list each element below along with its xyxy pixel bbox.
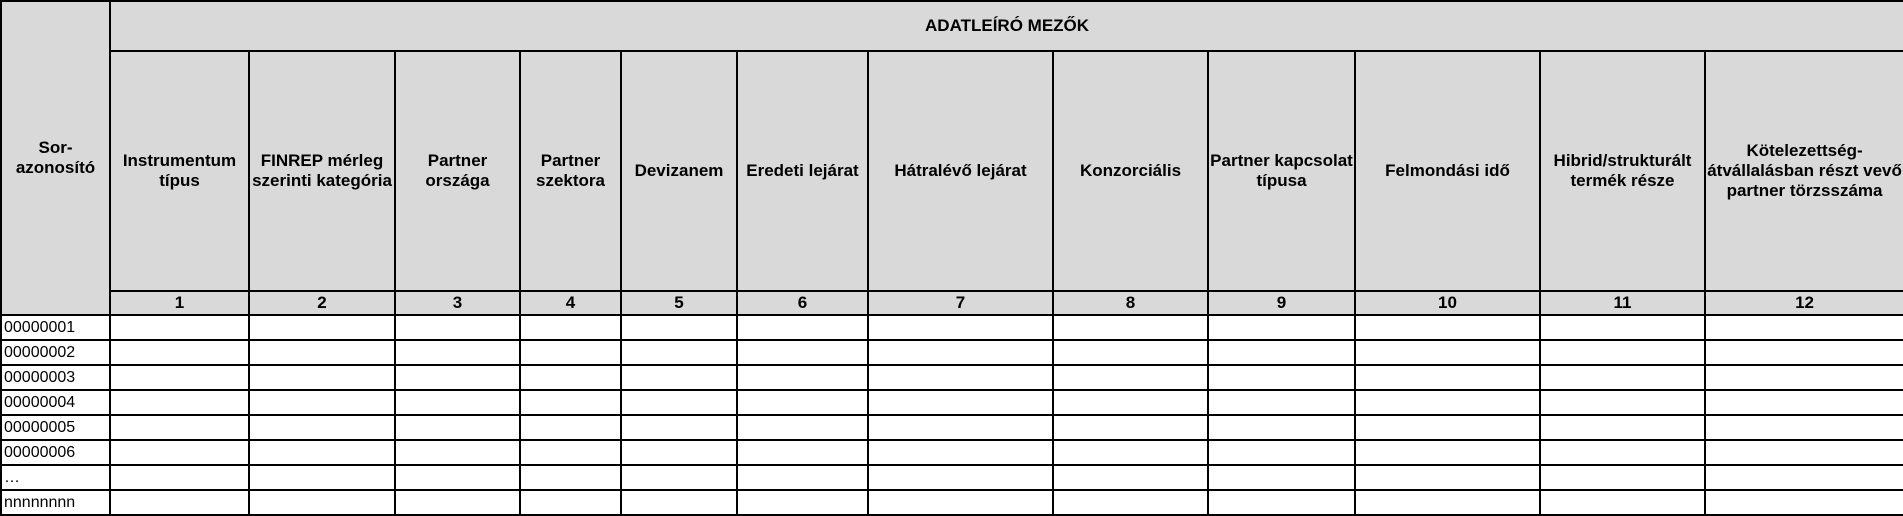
data-cell[interactable] <box>621 340 737 365</box>
data-cell[interactable] <box>1705 365 1903 390</box>
table-row <box>1 440 1903 465</box>
data-cell[interactable] <box>1208 465 1355 490</box>
column-number: 8 <box>1053 291 1208 315</box>
data-cell[interactable] <box>1208 340 1355 365</box>
data-cell[interactable] <box>1208 315 1355 340</box>
data-cell[interactable] <box>1053 315 1208 340</box>
data-cell[interactable] <box>737 340 868 365</box>
data-cell[interactable] <box>1355 340 1540 365</box>
data-cell[interactable] <box>1540 490 1705 515</box>
data-cell[interactable] <box>868 415 1053 440</box>
column-header: Partner országa <box>395 51 520 291</box>
data-cell[interactable] <box>395 415 520 440</box>
data-cell[interactable] <box>110 390 249 415</box>
data-cell[interactable] <box>110 490 249 515</box>
data-cell[interactable] <box>1355 390 1540 415</box>
data-cell[interactable] <box>868 440 1053 465</box>
table-row <box>1 465 1903 490</box>
data-cell[interactable] <box>110 465 249 490</box>
data-cell[interactable] <box>395 365 520 390</box>
column-number: 3 <box>395 291 520 315</box>
table-row <box>1 365 1903 390</box>
data-cell[interactable] <box>737 490 868 515</box>
data-cell[interactable] <box>737 390 868 415</box>
column-number: 12 <box>1705 291 1903 315</box>
column-header: FINREP mérleg szerinti kategória <box>249 51 395 291</box>
data-cell[interactable] <box>868 490 1053 515</box>
data-cell[interactable] <box>110 315 249 340</box>
row-id-cell: nnnnnnnn <box>1 490 110 515</box>
data-cell[interactable] <box>395 315 520 340</box>
column-number: 5 <box>621 291 737 315</box>
data-cell[interactable] <box>1208 365 1355 390</box>
column-number: 1 <box>110 291 249 315</box>
data-cell[interactable] <box>1355 365 1540 390</box>
data-cell[interactable] <box>1355 465 1540 490</box>
table-row <box>1 490 1903 515</box>
data-cell[interactable] <box>520 390 621 415</box>
data-cell[interactable] <box>395 340 520 365</box>
column-number: 7 <box>868 291 1053 315</box>
data-cell[interactable] <box>520 490 621 515</box>
data-cell[interactable] <box>621 390 737 415</box>
data-cell[interactable] <box>1053 340 1208 365</box>
column-number: 4 <box>520 291 621 315</box>
data-cell[interactable] <box>1053 490 1208 515</box>
data-cell[interactable] <box>1540 465 1705 490</box>
row-id-cell: 00000005 <box>1 415 110 440</box>
data-cell[interactable] <box>1705 415 1903 440</box>
data-cell[interactable] <box>249 340 395 365</box>
data-cell[interactable] <box>868 390 1053 415</box>
data-cell[interactable] <box>1705 490 1903 515</box>
data-cell[interactable] <box>737 365 868 390</box>
column-number: 11 <box>1540 291 1705 315</box>
data-cell[interactable] <box>621 490 737 515</box>
column-header: Hátralévő lejárat <box>868 51 1053 291</box>
data-cell[interactable] <box>1540 340 1705 365</box>
data-cell[interactable] <box>520 415 621 440</box>
column-header: Instrumentum típus <box>110 51 249 291</box>
data-cell[interactable] <box>1053 415 1208 440</box>
data-cell[interactable] <box>621 440 737 465</box>
data-cell[interactable] <box>1705 440 1903 465</box>
column-header: Partner szektora <box>520 51 621 291</box>
data-cell[interactable] <box>520 465 621 490</box>
column-header: Felmondási idő <box>1355 51 1540 291</box>
data-cell[interactable] <box>1053 465 1208 490</box>
data-cell[interactable] <box>249 315 395 340</box>
table-row <box>1 390 1903 415</box>
data-cell[interactable] <box>520 340 621 365</box>
data-cell[interactable] <box>1053 440 1208 465</box>
data-cell[interactable] <box>1355 415 1540 440</box>
data-cell[interactable] <box>1540 415 1705 440</box>
data-cell[interactable] <box>621 415 737 440</box>
column-number: 6 <box>737 291 868 315</box>
column-header: Kötelezettség-átvállalásban részt vevő partner törzsszáma <box>1705 51 1903 291</box>
data-cell[interactable] <box>249 390 395 415</box>
data-cell[interactable] <box>1540 365 1705 390</box>
data-cell[interactable] <box>395 440 520 465</box>
row-id-header: Sor-azonosító <box>1 1 110 315</box>
row-id-cell: 00000003 <box>1 365 110 390</box>
data-cell[interactable] <box>1208 440 1355 465</box>
data-cell[interactable] <box>395 390 520 415</box>
data-cell[interactable] <box>868 465 1053 490</box>
table-row <box>1 415 1903 440</box>
data-cell[interactable] <box>110 365 249 390</box>
data-cell[interactable] <box>1540 315 1705 340</box>
table-row <box>1 315 1903 340</box>
row-id-cell: … <box>1 465 110 490</box>
column-header: Konzorciális <box>1053 51 1208 291</box>
data-cell[interactable] <box>1053 390 1208 415</box>
data-cell[interactable] <box>249 465 395 490</box>
data-cell[interactable] <box>621 315 737 340</box>
data-cell[interactable] <box>520 315 621 340</box>
data-cell[interactable] <box>1705 390 1903 415</box>
column-number: 9 <box>1208 291 1355 315</box>
data-cell[interactable] <box>737 465 868 490</box>
data-cell[interactable] <box>621 465 737 490</box>
data-cell[interactable] <box>1355 315 1540 340</box>
data-cell[interactable] <box>249 415 395 440</box>
data-cell[interactable] <box>110 440 249 465</box>
data-cell[interactable] <box>868 340 1053 365</box>
data-cell[interactable] <box>621 365 737 390</box>
data-cell[interactable] <box>395 465 520 490</box>
column-header: Partner kapcsolat típusa <box>1208 51 1355 291</box>
column-header: Hibrid/strukturált termék része <box>1540 51 1705 291</box>
column-number: 2 <box>249 291 395 315</box>
data-cell[interactable] <box>1705 465 1903 490</box>
data-cell[interactable] <box>395 490 520 515</box>
data-cell[interactable] <box>520 440 621 465</box>
data-cell[interactable] <box>1053 365 1208 390</box>
data-cell[interactable] <box>249 365 395 390</box>
row-id-cell: 00000006 <box>1 440 110 465</box>
data-cell[interactable] <box>868 315 1053 340</box>
column-header: Devizanem <box>621 51 737 291</box>
column-number: 10 <box>1355 291 1540 315</box>
group-header: ADATLEÍRÓ MEZŐK <box>110 1 1903 51</box>
data-cell[interactable] <box>868 365 1053 390</box>
data-cell[interactable] <box>737 440 868 465</box>
data-cell[interactable] <box>737 415 868 440</box>
data-cell[interactable] <box>110 415 249 440</box>
data-cell[interactable] <box>737 315 868 340</box>
data-cell[interactable] <box>110 340 249 365</box>
data-cell[interactable] <box>1540 440 1705 465</box>
data-cell[interactable] <box>249 440 395 465</box>
data-cell[interactable] <box>520 365 621 390</box>
data-cell[interactable] <box>1540 390 1705 415</box>
row-id-cell: 00000004 <box>1 390 110 415</box>
row-id-cell: 00000002 <box>1 340 110 365</box>
data-cell[interactable] <box>1208 390 1355 415</box>
data-cell[interactable] <box>1355 490 1540 515</box>
data-cell[interactable] <box>1705 340 1903 365</box>
data-cell[interactable] <box>1355 440 1540 465</box>
row-id-cell: 00000001 <box>1 315 110 340</box>
table-row <box>1 340 1903 365</box>
column-header: Eredeti lejárat <box>737 51 868 291</box>
data-cell[interactable] <box>249 490 395 515</box>
data-cell[interactable] <box>1208 490 1355 515</box>
data-cell[interactable] <box>1208 415 1355 440</box>
data-cell[interactable] <box>1705 315 1903 340</box>
